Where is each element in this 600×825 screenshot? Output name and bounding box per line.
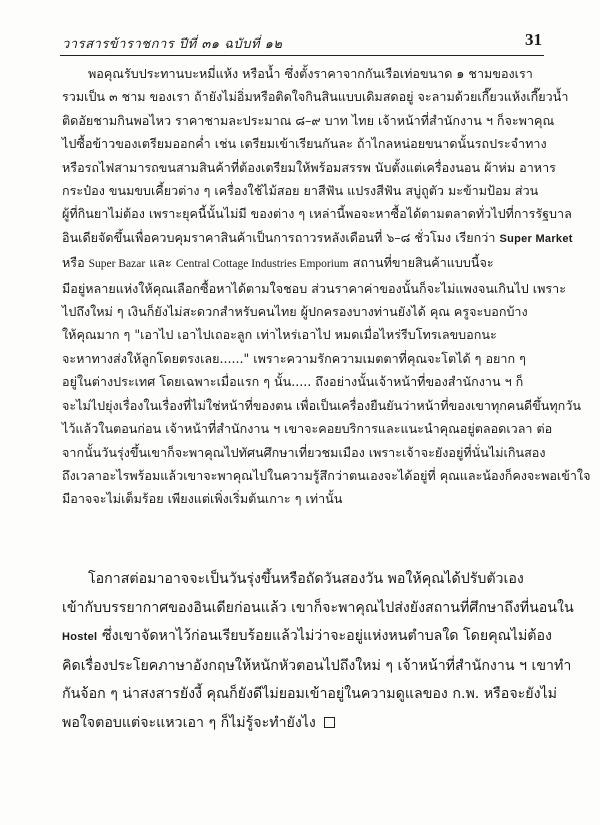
paragraph-1 xyxy=(62,62,591,511)
paragraph-line: รวมเป็น ๓ ชาม ของเรา ถ้ายังไม่อิ่มหรือติดใจกินสินแบบเดิมสดอยู่ จะลามด้วยเกี๊ยวแห้งเกี๊ยวน้ำ xyxy=(62,89,569,105)
paragraph-text: พอใจตอบแต่จะแหวเอา ๆ ก็ไม่รู้จะทำยังไง xyxy=(62,714,316,731)
page-number: 31 xyxy=(525,30,542,49)
paragraph-line: ไปถึงใหม่ ๆ เงินก็ยังไม่สะดวกสำหรับคนไทย ผู้ปกครองบางท่านยังได้ คุณ ครูจะบอกบ้าง xyxy=(62,304,528,320)
paragraph-2 xyxy=(62,565,574,738)
page-header xyxy=(62,30,542,52)
paragraph-line: อยู่ในต่างประเทศ โดยเฉพาะเมื่อแรก ๆ นั้น..... ถึงอย่างนั้นเจ้าหน้าที่ของสำนักงาน ฯ ก็ xyxy=(62,374,524,390)
paragraph-line: หรือรถไฟสามารถขนสามสินค้าที่ต้องเตรียมให้พร้อมสรรพ นับตั้งแต่เครื่องนอน ผ้าห่ม อาหาร xyxy=(62,159,556,175)
paragraph-line: มีอาจจะไม่เต็มร้อย เพียงแต่เพิ่งเริ่มต้นเกาะ ๆ เท่านั้น xyxy=(62,491,343,507)
paragraph-line: ติดอัยชามกินพอไหว ราคาชามละประมาณ ๘–๙ บาท ไทย เจ้าหน้าที่สำนักงาน ฯ ก็จะพาคุณ xyxy=(62,112,555,128)
paragraph-line: ให้คุณมาก ๆ "เอาไป เอาไปเถอะลูก เท่าไหร่เอาไป หมดเมื่อไหร่รีบโทรเลขบอกนะ xyxy=(62,327,497,343)
paragraph-line: มีอยู่หลายแห่งให้คุณเลือกซื้อหาได้ตามใจชอบ ส่วนราคาค่าของนั้นก็จะไม่แพงจนเกินไป เพราะ xyxy=(62,280,567,296)
paragraph-line: กันจ้อก ๆ น่าสงสารยังงี้ คุณก็ยังดีไม่ยอมเข้าอยู่ในความดูแลของ ก.พ. หรือจะยังไม่ xyxy=(62,686,557,703)
paragraph-line: ถึงเวลาอะไรพร้อมแล้วเขาจะพาคุณไปในความรู้สึกว่าตนเองจะได้อยู่ที่ คุณและน้องก็คงจะพอเข้าใจ xyxy=(62,467,591,483)
paragraph-line: เข้ากับบรรยากาศของอินเดียก่อนแล้ว เขาก็จะพาคุณไปส่งยังสถานที่ศึกษาถึงที่นอนใน xyxy=(62,599,574,616)
paragraph-text: อินเดียจัดขึ้นเพื่อควบคุมราคาสินค้าเป็นการถาวรหลังเดือนที่ ๖–๘ ชั่วโมง เรียกว่า xyxy=(62,229,496,245)
paragraph-line: จะหาทางส่งให้ลูกโดยตรงเลย......" เพราะความรักความเมตตาที่คุณจะโตได้ ๆ อยาก ๆ xyxy=(62,350,526,366)
hostel-label: Hostel xyxy=(62,631,98,644)
paragraph-text: หรือ xyxy=(62,255,85,271)
paragraph-line xyxy=(62,709,542,738)
paragraph-line: พอคุณรับประทานบะหมี่แห้ง หรือน้ำ ซึ่งตั้งราคาจากกันเรือเท่อขนาด ๑ ชามของเรา xyxy=(88,66,533,81)
paragraph-line: ผู้ที่กินยาไม่ต้อง เพราะยุคนี้นั้นไม่มี ของต่าง ๆ เหล่านี้พอจะหาซื้อได้ตามตลาดทั่วไปที่การรัฐบาล xyxy=(62,206,572,222)
paragraph-text: ซึ่งเขาจัดหาไว้ก่อนเรียบร้อยแล้วไม่ว่าจะอยู่แห่งหนตำบลใด โดยคุณไม่ต้อง xyxy=(101,628,552,645)
paragraph-line: คิดเรื่องประโยคภาษาอังกฤษให้หนักหัวตอนไปถึงใหม่ ๆ เจ้าหน้าที่สำนักงาน ฯ เขาทำ xyxy=(62,657,572,674)
paragraph-line: จากนั้นวันรุ่งขึ้นเขาก็จะพาคุณไปทัศนศึกษาเที่ยวชมเมือง เพราะเจ้าจะยังอยู่ที่นั่นไม่เกินสอง xyxy=(62,444,546,460)
journal-title: วารสารข้าราชการ ปีที่ ๓๑ ฉบับที่ ๑๒ xyxy=(62,37,283,52)
paragraph-line: ไว้แล้วในตอนก่อน เจ้าหน้าที่สำนักงาน ฯ เขาจะคอยบริการและแนะนำคุณอยู่ตลอดเวลา ต่อ xyxy=(62,421,553,437)
paragraph-line xyxy=(62,226,573,251)
paragraph-line: จะไม่ไปยุ่งเรื่องในเรื่องที่ไม่ใช่หน้าที่ของตน เพื่อเป็นเครื่องยืนยันว่าหน้าที่ของเขาทุกคนดีขึ้นทุกวัน xyxy=(62,397,581,413)
super-bazar-label: Super Bazar xyxy=(88,258,146,271)
header-rule xyxy=(60,55,544,56)
paragraph-line xyxy=(62,251,542,276)
paragraph-line xyxy=(62,622,552,652)
paragraph-line: โอกาสต่อมาอาจจะเป็นวันรุ่งขึ้นหรือถัดวันสองวัน พอให้คุณได้ปรับตัวเอง xyxy=(88,571,524,587)
super-market-label: Super Market xyxy=(499,232,573,245)
paragraph-line: ไปซื้อข้าวของเตรียมออกค่ำ เช่น เตรียมเข้าเรียนกันละ ถ้าไกลหน่อยขนาดนั้นรถประจำทาง xyxy=(62,136,547,152)
end-of-article-icon xyxy=(324,717,335,728)
paragraph-text: สถานที่ขายสินค้าแบบนี้จะ xyxy=(352,255,494,271)
emporium-label: Central Cottage Industries Emporium xyxy=(175,258,349,271)
paragraph-text: และ xyxy=(149,255,172,271)
paragraph-line: กระป๋อง ขนมขบเคี้ยวต่าง ๆ เครื่องใช้ไม้สอย ยาสีฟัน แปรงสีฟัน สบู่ถูตัว มะข้ามป้อม ส่วน xyxy=(62,183,539,199)
